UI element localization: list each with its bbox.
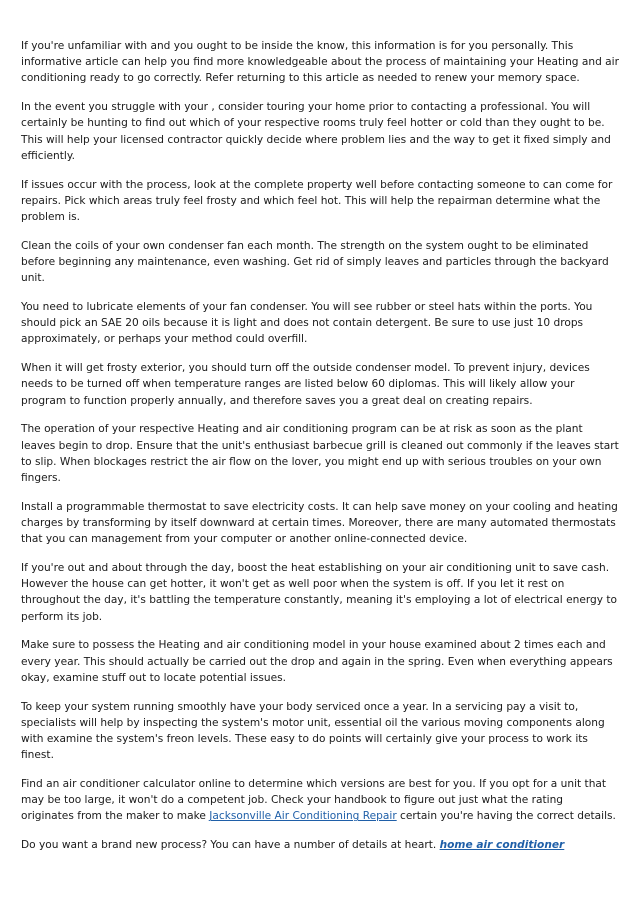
paragraph-13-text-before: Do you want a brand new process? You can have a number of details at heart. — [21, 839, 440, 852]
paragraph-2: In the event you struggle with your , consider touring your home prior to contacting a professional. You will certainly be hunting to find out which of your respective rooms truly feel hotter or cold than they ought to be. This will help your licensed contractor quickly decide where problem lies and the way to get it fixed simply and efficiently. — [21, 101, 611, 162]
paragraph-7: The operation of your respective Heating and air conditioning program can be at risk as soon as the plant leaves begin to drop. Ensure that the unit's enthusiast barbecue grill is cleaned out commonly if the leaves start to slip. When blockages restrict the air flow on the lover, you might end up with serious troubles on your own fingers. — [21, 423, 619, 485]
jacksonville-repair-link[interactable]: Jacksonville Air Conditioning Repair — [209, 810, 397, 823]
paragraph-8: Install a programmable thermostat to save electricity costs. It can help save money on your cooling and heating charges by transforming by itself downward at certain times. Moreover, there are many automated thermostats that you can management from your computer or another online-connected device. — [21, 500, 618, 546]
paragraph-1: If you're unfamiliar with and you ought to be inside the know, this information is for you personally. This informative article can help you find more knowledgeable about the process of maintaining your Heating and air conditioning ready to go correctly. Refer returning to this article as needed to renew your memory space. — [21, 40, 619, 85]
paragraph-3: If issues occur with the process, look at the complete property well before contacting someone to can come for repairs. Pick which areas truly feel frosty and which feel hot. This will help the repairman determine what the problem is. — [21, 178, 613, 224]
home-air-conditioner-link[interactable]: home air conditioner — [439, 839, 565, 852]
paragraph-9: If you're out and about through the day, boost the heat establishing on your air conditioning unit to save cash. However the house can get hotter, it won't get as well poor when the system is off. If you let it rest on throughout the day, it's battling the temperature constantly, meaning it's employing a lot of electrical energy to perform its job. — [21, 562, 618, 623]
paragraph-12 — [21, 776, 619, 825]
paragraph-12-text-before: Find an air conditioner calculator online to determine which versions are best for you. If you opt for a unit that may be too large, it won't do a competent job. Check your handbook to figure out just what the rating originates from the maker to make — [21, 778, 607, 823]
document-body — [21, 38, 619, 866]
paragraph-11: To keep your system running smoothly have your body serviced once a year. In a servicing pay a visit to, specialists will help by inspecting the system's motor unit, essential oil the various moving components along with examine the system's freon levels. These easy to do points will certainly give your process to work its finest. — [21, 700, 605, 762]
paragraph-6: When it will get frosty exterior, you should turn off the outside condenser model. To prevent injury, devices needs to be turned off when temperature ranges are listed below 60 diplomas. This will likely allow your program to function properly annually, and therefore saves you a great deal on creating repairs. — [21, 362, 590, 407]
paragraph-10: Make sure to possess the Heating and air conditioning model in your house examined about 2 times each and every year. This should actually be carried out the drop and again in the spring. Even when everything appears okay, examine stuff out to locate potential issues. — [21, 639, 613, 684]
paragraph-5: You need to lubricate elements of your fan condenser. You will see rubber or steel hats within the ports. You should pick an SAE 20 oils because it is light and does not contain detergent. Be sure to use just 10 drops approximately, or perhaps your method could overfill. — [21, 301, 593, 346]
paragraph-12-text-after: certain you're having the correct details. — [396, 810, 616, 823]
paragraph-4: Clean the coils of your own condenser fan each month. The strength on the system ought to be eliminated before beginning any maintenance, even washing. Get rid of simply leaves and particles through the backyard unit. — [21, 239, 609, 285]
paragraph-13 — [21, 837, 619, 853]
